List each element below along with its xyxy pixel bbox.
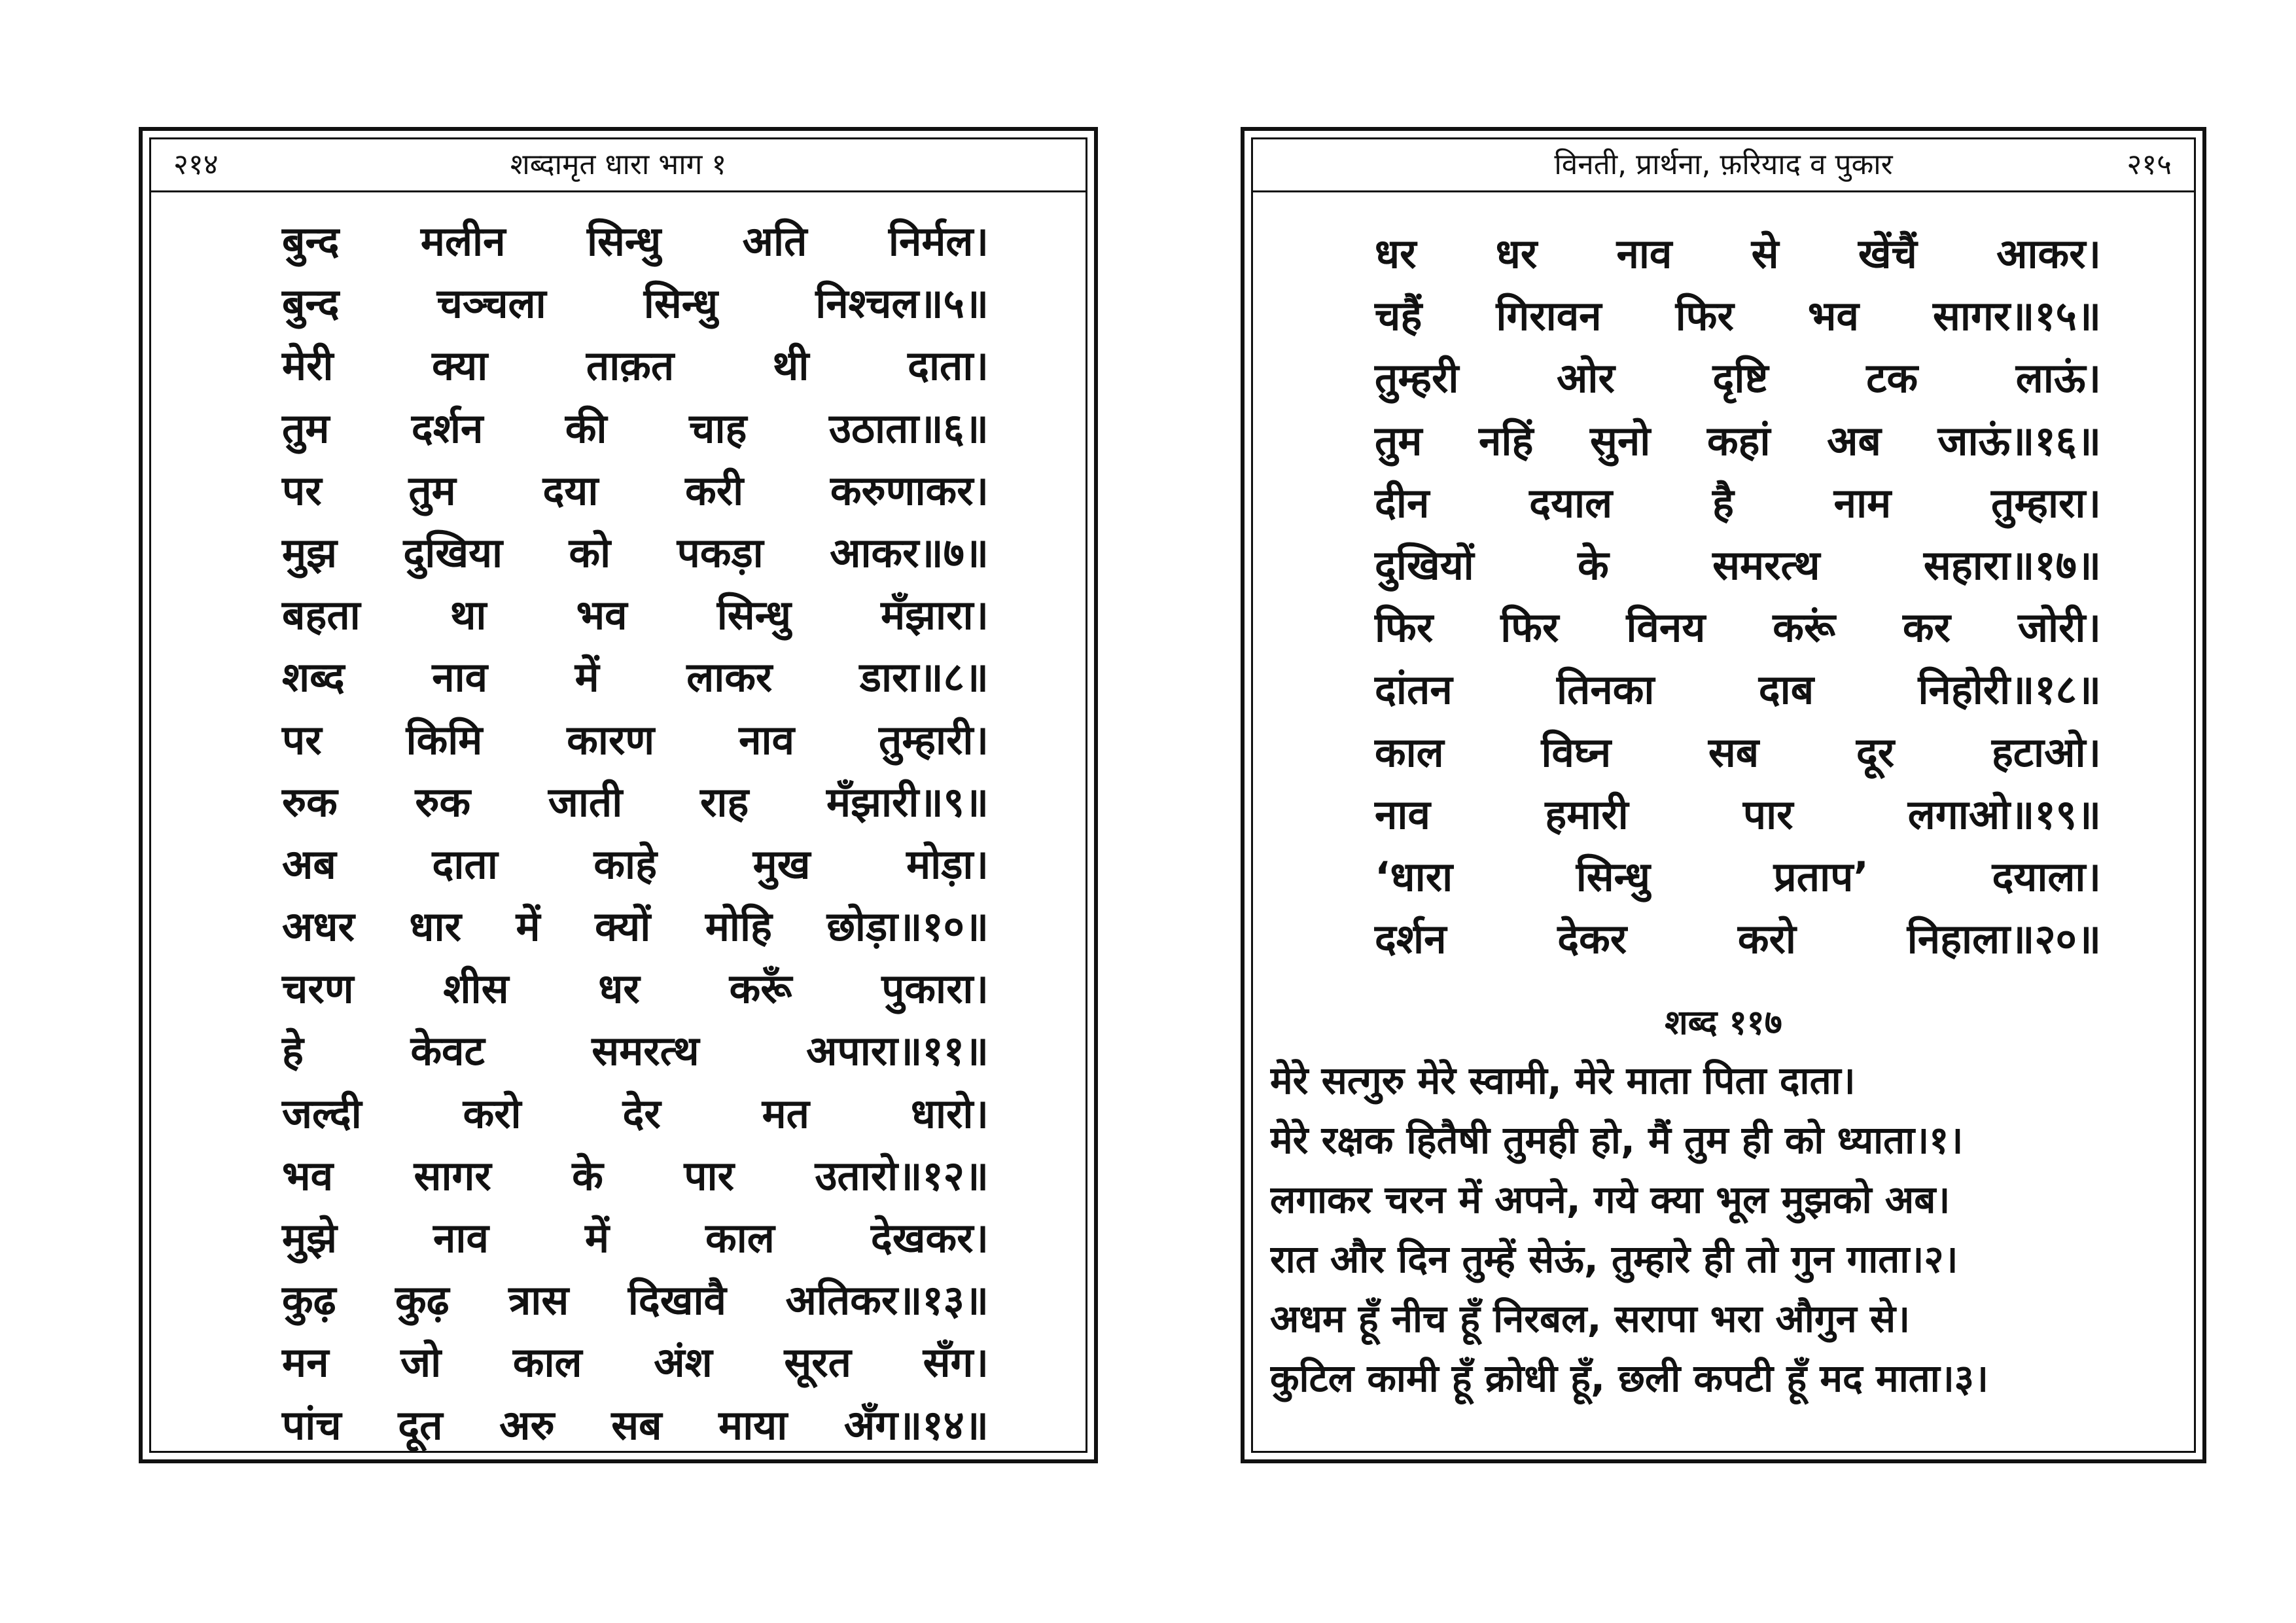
left-verse-line: पर तुम दया करी करुणाकर। (282, 466, 989, 514)
left-verse-line: चरण शीस धर करूँ पुकारा। (282, 965, 989, 1013)
right-verse-line: तुम्हरी ओर दृष्टि टक लाऊं। (1375, 354, 2101, 402)
right-verse-line: दीन दयाल है नाम तुम्हारा। (1375, 478, 2101, 527)
right-page (1241, 127, 2206, 1463)
shabd-heading: शब्द ११७ (1665, 1003, 1782, 1043)
left-page-header (151, 139, 1086, 192)
left-page-number: २१४ (173, 148, 219, 181)
left-verse-line: मुझे नाव में काल देखकर। (282, 1214, 989, 1262)
right-verse-line: काल विघ्न सब दूर हटाओ। (1375, 728, 2101, 776)
couplet-line: मेरे रक्षक हितैषी तुमही हो, मैं तुम ही को ध्याता।१। (1270, 1118, 1964, 1162)
couplet-block (1270, 1051, 2180, 1408)
left-verse-line: रुक रुक जाती राह मँझारी॥९॥ (282, 777, 989, 826)
right-verse-line: दुखियों के समरत्थ सहारा॥१७॥ (1375, 541, 2101, 589)
right-page-frame (1251, 137, 2196, 1453)
couplet-line: अधम हूँ नीच हूँ निरबल, सरापा भरा औगुन से। (1270, 1296, 1911, 1341)
left-verse-block (282, 210, 989, 1456)
left-verse-line: बुन्द चञ्चला सिन्धु निश्चल॥५॥ (282, 279, 989, 328)
left-verse-line: बहता था भव सिन्धु मँझारा। (282, 591, 989, 639)
left-verse-line: भव सागर के पार उतारो॥१२॥ (282, 1151, 989, 1200)
right-verse-line: दर्शन देकर करो निहाला॥२०॥ (1375, 915, 2101, 963)
left-verse-line: तुम दर्शन की चाह उठाता॥६॥ (282, 404, 989, 452)
left-page (139, 127, 1098, 1463)
couplet-line: कुटिल कामी हूँ क्रोधी हूँ, छली कपटी हूँ मद माता।३। (1270, 1356, 1988, 1400)
left-page-title: शब्दामृत धारा भाग १ (510, 148, 727, 181)
left-verse-line: पर किमि कारण नाव तुम्हारी। (282, 715, 989, 764)
left-verse-line: मुझ दुखिया को पकड़ा आकर॥७॥ (282, 528, 989, 577)
right-verse-line: ‘धारा सिन्धु प्रताप’ दयाला। (1375, 852, 2101, 901)
left-verse-line: हे केवट समरत्थ अपारा॥११॥ (282, 1027, 989, 1075)
couplet-line: मेरे सत्गुरु मेरे स्वामी, मेरे माता पिता दाता। (1270, 1058, 1856, 1103)
right-verse-line: धर धर नाव से खेंचैं आकर। (1375, 230, 2101, 277)
left-verse-line: मन जो काल अंश सूरत सँग। (282, 1338, 989, 1387)
left-verse-line: जल्दी करो देर मत धारो। (282, 1089, 989, 1137)
right-page-title: विनती, प्रार्थना, फ़रियाद व पुकार (1554, 148, 1893, 181)
right-verse-line: नाव हमारी पार लगाओ॥१९॥ (1375, 790, 2101, 838)
right-page-header (1253, 139, 2194, 192)
left-page-frame (149, 137, 1087, 1453)
right-verse-block (1375, 223, 2101, 970)
couplet-line: लगाकर चरन में अपने, गये क्या भूल मुझको अब। (1270, 1177, 1951, 1222)
right-verse-line: चहैं गिरावन फिर भव सागर॥१५॥ (1375, 292, 2101, 340)
left-verse-line: मेरी क्या ताक़त थी दाता। (282, 342, 989, 390)
right-verse-line: दांतन तिनका दाब निहोरी॥१८॥ (1375, 666, 2101, 714)
left-verse-line: कुढ़ कुढ़ त्रास दिखावै अतिकर॥१३॥ (282, 1276, 989, 1325)
left-verse-line: अधर धार में क्यों मोहि छोड़ा॥१०॥ (282, 902, 989, 951)
left-verse-line: शब्द नाव में लाकर डारा॥८॥ (282, 653, 989, 702)
right-page-number: २१५ (2127, 148, 2172, 181)
left-verse-line: बुन्द मलीन सिन्धु अति निर्मल। (282, 217, 989, 265)
right-verse-line: तुम नहिं सुनो कहां अब जाऊं॥१६॥ (1375, 416, 2101, 465)
left-verse-line: पांच दूत अरु सब माया अँग॥१४॥ (282, 1400, 989, 1449)
right-verse-line: फिर फिर विनय करूं कर जोरी। (1375, 603, 2101, 652)
couplet-line: रात और दिन तुम्हें सेऊं, तुम्हारे ही तो गुन गाता।२। (1270, 1237, 1958, 1281)
left-verse-line: अब दाता काहे मुख मोड़ा। (282, 840, 989, 888)
